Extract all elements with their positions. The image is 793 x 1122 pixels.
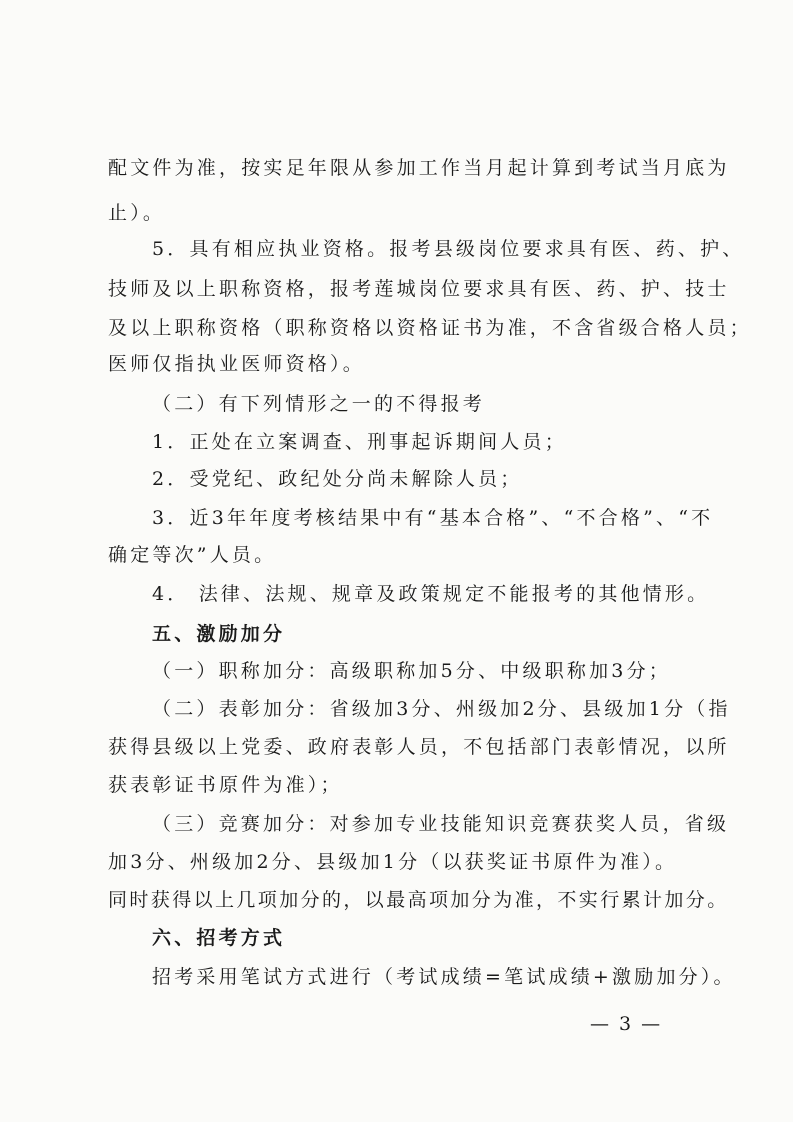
- text-line-10: 3．近3年年度考核结果中有“基本合格”、“不合格”、“不: [152, 507, 714, 529]
- text-line-2: 止）。: [108, 202, 166, 224]
- text-line-9: 2．受党纪、政纪处分尚未解除人员；: [152, 468, 523, 490]
- text-line-22: 招考采用笔试方式进行（考试成绩=笔试成绩+激励加分）。: [152, 966, 736, 988]
- section-heading-exam-method: 六、招考方式: [152, 927, 286, 949]
- text-line-1: 配文件为准，按实足年限从参加工作当月起计算到考试当月底为: [108, 157, 730, 179]
- text-line-6: 医师仅指执业医师资格）。: [108, 353, 365, 375]
- page-number: — 3 —: [590, 1013, 663, 1035]
- section-heading-bonus-points: 五、激励加分: [152, 623, 286, 645]
- text-line-19: 加3分、州级加2分、县级加1分（以获奖证书原件为准）。: [108, 851, 678, 873]
- text-line-16: 获得县级以上党委、政府表彰人员，不包括部门表彰情况，以所: [108, 736, 730, 758]
- text-line-3: 5．具有相应执业资格。报考县级岗位要求具有医、药、护、: [152, 238, 745, 260]
- text-line-12: 4． 法律、法规、规章及政策规定不能报考的其他情形。: [152, 583, 710, 605]
- text-line-8: 1．正处在立案调查、刑事起诉期间人员；: [152, 431, 567, 453]
- text-line-5: 及以上职称资格（职称资格以资格证书为准，不含省级合格人员；: [108, 317, 752, 339]
- section-heading-exclusions: （二）有下列情形之一的不得报考: [152, 393, 486, 415]
- text-line-15: （二）表彰加分：省级加3分、州级加2分、县级加1分（指: [152, 698, 731, 720]
- text-line-11: 确定等次”人员。: [108, 544, 277, 566]
- text-line-18: （三）竞赛加分：对参加专业技能知识竞赛获奖人员，省级: [152, 813, 730, 835]
- text-line-14: （一）职称加分：高级职称加5分、中级职称加3分；: [152, 660, 671, 682]
- text-line-20: 同时获得以上几项加分的，以最高项加分为准，不实行累计加分。: [108, 889, 729, 911]
- text-line-4: 技师及以上职称资格，报考莲城岗位要求具有医、药、护、技士: [108, 278, 730, 300]
- text-line-17: 获表彰证书原件为准）；: [108, 774, 343, 796]
